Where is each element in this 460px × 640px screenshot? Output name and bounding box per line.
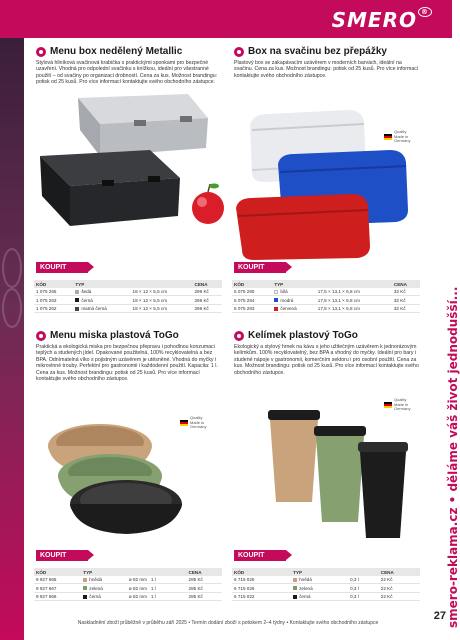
size-text: ø 82 mm (128, 585, 147, 591)
product-description: Ekologický a stylový hrnek na kávu s jeho užitečným uzávěrem k jednorázovým kelímkům. 100% recyklovatelný, bez BPA a vhodný do myčky. Ideální pro bary i studené nápoje v gastronomii, komerčním sektoru i pro osobní použití. Cena za kus. Možnost brandingu: potisk od 25 kusů. Pro více informací kontaktujte svého obchodního zástupce. (234, 344, 419, 376)
table-row[interactable] (232, 584, 420, 592)
cell-price: 299 Kč (193, 288, 223, 296)
color-name: matná černá (81, 305, 107, 311)
cell-size: 18 × 12 × 5,5 cm (131, 296, 193, 304)
col-header-size (316, 280, 392, 288)
decorative-side-bar (0, 38, 24, 640)
cell-price: 299 Kč (193, 296, 223, 304)
product-title-text: Kelímek plastový ToGo (248, 330, 358, 341)
size-text: ø 82 mm (128, 593, 147, 599)
col-header-type: TYP (73, 280, 130, 288)
product-card-togo-cup (228, 324, 424, 614)
product-card-lunch-box (228, 40, 424, 322)
table-row[interactable] (232, 296, 420, 304)
cell-size: 0,3 l (348, 592, 379, 600)
cell-code: 1 075 265 (34, 288, 73, 296)
color-swatch (274, 290, 278, 294)
black-cup-shape (358, 442, 408, 538)
cell-type (73, 296, 130, 304)
color-name: hnědá (89, 577, 103, 583)
color-swatch (75, 298, 79, 302)
smero-logo[interactable] (332, 8, 432, 32)
color-name: modrá (280, 297, 294, 303)
silver-box-shape (78, 94, 208, 156)
cell-price: 285 Kč (187, 584, 222, 592)
lunch-box-image (228, 100, 424, 260)
table-row[interactable] (34, 296, 222, 304)
cell-price: 22 Kč (379, 584, 420, 592)
col-header-size (131, 280, 193, 288)
table-row[interactable] (34, 576, 222, 584)
made-in-text: Quality Made in Germany (394, 129, 411, 144)
table-row[interactable] (34, 592, 222, 600)
cell-type (73, 304, 130, 312)
table-row[interactable] (34, 304, 222, 312)
buy-button[interactable]: KOUPIT (234, 550, 286, 561)
cell-size (127, 584, 187, 592)
color-name: bílá (280, 289, 288, 295)
product-description: Stylová hliníková svačinová krabička s praktickými sponkami pro bezpečné uzavření. Vhodná pro odpolední svačinku s knížkou, ideální pro všestranné použití – od svačiny po organizaci drobností. Cena za kus. Možnost brandingu: potisk od 25 kusů. Pro více informací kontaktujte svého obchodního zástupce. (36, 60, 218, 86)
col-header-code: KÓD (232, 280, 272, 288)
product-card-metallic-box (30, 40, 226, 322)
product-description: Plastový box se zakapávacím uzávěrem v moderních barvách, ideální na svačinu. Cena za kus. Možnost brandingu: potisk od 25 kusů. Pro více informací kontaktujte svého obchodního zástupce. (234, 60, 419, 79)
red-box-shape (236, 194, 370, 260)
cell-price: 22 Kč (379, 592, 420, 600)
col-header-type: TYP (81, 568, 127, 576)
bullet-icon (36, 47, 46, 57)
color-swatch (293, 578, 297, 582)
cell-type (81, 584, 127, 592)
black-bowl-shape (70, 480, 182, 534)
footer-note: Naskladnění zboží průběžně v průběhu září 2025 • Termín dodání zboží s potiskem 2–4 týdny • Kontaktujte svého obchodního zástupce (77, 620, 379, 626)
bullet-icon (36, 331, 46, 341)
cell-size: 18 × 12 × 5,5 cm (131, 288, 193, 296)
cell-code: 5 075 280 (232, 288, 272, 296)
table-row[interactable] (232, 288, 420, 296)
color-name: zelená (299, 585, 313, 591)
swirl-decoration (2, 288, 22, 328)
made-in-text: Quality Made in Germany (190, 415, 207, 430)
table-row[interactable] (34, 584, 222, 592)
color-swatch (83, 595, 87, 599)
table-row[interactable] (232, 576, 420, 584)
product-card-togo-bowl (30, 324, 226, 614)
color-swatch (274, 298, 278, 302)
cell-code: 6 715 025 (232, 576, 291, 584)
cell-type (272, 304, 315, 312)
tagline-text: smero-reklama.cz • děláme váš život jednodušší... (446, 286, 460, 628)
table-header-row (232, 280, 420, 288)
product-title (234, 46, 387, 57)
color-swatch (75, 307, 79, 311)
cell-type (291, 584, 348, 592)
col-header-type: TYP (291, 568, 348, 576)
brown-cup-shape (268, 410, 320, 502)
col-header-price: CENA (193, 280, 223, 288)
color-name: černá (81, 297, 93, 303)
cell-code: 9 927 666 (34, 592, 81, 600)
product-table (34, 568, 222, 601)
cell-price: 285 Kč (187, 592, 222, 600)
cell-price: 32 Kč (392, 304, 420, 312)
cell-code: 5 075 283 (232, 304, 272, 312)
togo-cup-image (228, 402, 424, 542)
table-header-row (34, 568, 222, 576)
made-in-text: Quality Made in Germany (394, 397, 411, 412)
color-swatch (83, 586, 87, 590)
cell-size: 17,5 × 13,1 × 6,8 cm (316, 304, 392, 312)
color-name: zelená (89, 585, 103, 591)
color-swatch (293, 595, 297, 599)
cell-code: 1 075 262 (34, 304, 73, 312)
cell-code: 5 075 284 (232, 296, 272, 304)
cell-code: 6 715 026 (232, 584, 291, 592)
buy-button[interactable]: KOUPIT (36, 550, 88, 561)
product-table (34, 280, 222, 313)
color-name: červená (280, 305, 297, 311)
right-rail (428, 38, 460, 640)
trademark-mark: ® (418, 7, 432, 17)
color-swatch (274, 307, 278, 311)
capacity-text: 1 l (150, 593, 156, 599)
swirl-decoration (2, 248, 22, 288)
cell-price: 22 Kč (379, 576, 420, 584)
color-name: černá (89, 593, 101, 599)
col-header-code: KÓD (34, 280, 73, 288)
product-description: Praktická a ekologická miska pro bezpečnou přepravu i pohodlnou konzumaci teplých a studených jídel. Opakované použitelná, 100% recyklovatelná a bez BPA. Odnímatelná víko s pojistným uzávěrem je utěsněné. Vhodná do myčky i mikrovlnné trouby. Perfektní pro gastronomii i každodenní použití. Kapacita: 1 l. Cena za kus. Možnost brandingu: potisk od 25 kusů. Pro více informací kontaktujte svého obchodního zástupce. (36, 344, 218, 383)
col-header-code: KÓD (232, 568, 291, 576)
color-name: černá (299, 593, 311, 599)
cell-size: 17,5 × 13,1 × 6,8 cm (316, 288, 392, 296)
cell-code: 6 715 022 (232, 592, 291, 600)
product-title-text: Box na svačinu bez přepážky (248, 46, 387, 57)
togo-bowl-image (30, 412, 226, 542)
header-band (0, 0, 452, 38)
buy-button[interactable]: KOUPIT (36, 262, 88, 273)
cell-type (272, 296, 315, 304)
cell-size: 17,5 × 13,1 × 6,8 cm (316, 296, 392, 304)
color-swatch (75, 290, 79, 294)
product-table (232, 280, 420, 313)
buy-button[interactable]: KOUPIT (234, 262, 286, 273)
cell-size: 18 × 12 × 5,5 cm (131, 304, 193, 312)
cell-type (272, 288, 315, 296)
col-header-price: CENA (392, 280, 420, 288)
product-title (234, 330, 358, 341)
black-box-shape (40, 150, 180, 226)
bullet-icon (234, 331, 244, 341)
page-number: 27 (433, 610, 446, 622)
cell-type (81, 592, 127, 600)
cell-type (291, 576, 348, 584)
product-title (36, 46, 182, 57)
cell-size (127, 576, 187, 584)
table-row[interactable] (232, 304, 420, 312)
col-header-price: CENA (187, 568, 222, 576)
cell-code: 1 075 263 (34, 296, 73, 304)
cell-type (81, 576, 127, 584)
cell-type (73, 288, 130, 296)
cell-price: 299 Kč (193, 304, 223, 312)
color-name: hnědá (299, 577, 312, 583)
vertical-tagline[interactable] (432, 268, 460, 628)
size-text: ø 82 mm (128, 577, 147, 583)
cell-price: 285 Kč (187, 576, 222, 584)
col-header-size (127, 568, 187, 576)
table-row[interactable] (232, 592, 420, 600)
table-header-row (34, 280, 222, 288)
col-header-type: TYP (272, 280, 315, 288)
capacity-text: 1 l (150, 585, 156, 591)
cell-size: 0,3 l (348, 576, 379, 584)
cell-price: 32 Kč (392, 296, 420, 304)
green-cup-shape (314, 426, 366, 522)
product-title-text: Menu miska plastová ToGo (50, 330, 179, 341)
color-name: šedá (81, 289, 92, 295)
product-title-text: Menu box nedělený Metallic (50, 46, 183, 57)
cell-price: 32 Kč (392, 288, 420, 296)
table-row[interactable] (34, 288, 222, 296)
cell-size: 0,3 l (348, 584, 379, 592)
product-table (232, 568, 420, 601)
apple-shape (192, 184, 224, 225)
product-title (36, 330, 179, 341)
color-swatch (293, 586, 297, 590)
metallic-box-image (30, 90, 226, 240)
col-header-size (348, 568, 379, 576)
table-header-row (232, 568, 420, 576)
cell-code: 9 927 665 (34, 576, 81, 584)
cell-size (127, 592, 187, 600)
logo-text: SMERO (331, 8, 417, 32)
cell-code: 9 927 667 (34, 584, 81, 592)
bullet-icon (234, 47, 244, 57)
col-header-price: CENA (379, 568, 420, 576)
cell-type (291, 592, 348, 600)
color-swatch (83, 578, 87, 582)
capacity-text: 1 l (150, 577, 156, 583)
col-header-code: KÓD (34, 568, 81, 576)
